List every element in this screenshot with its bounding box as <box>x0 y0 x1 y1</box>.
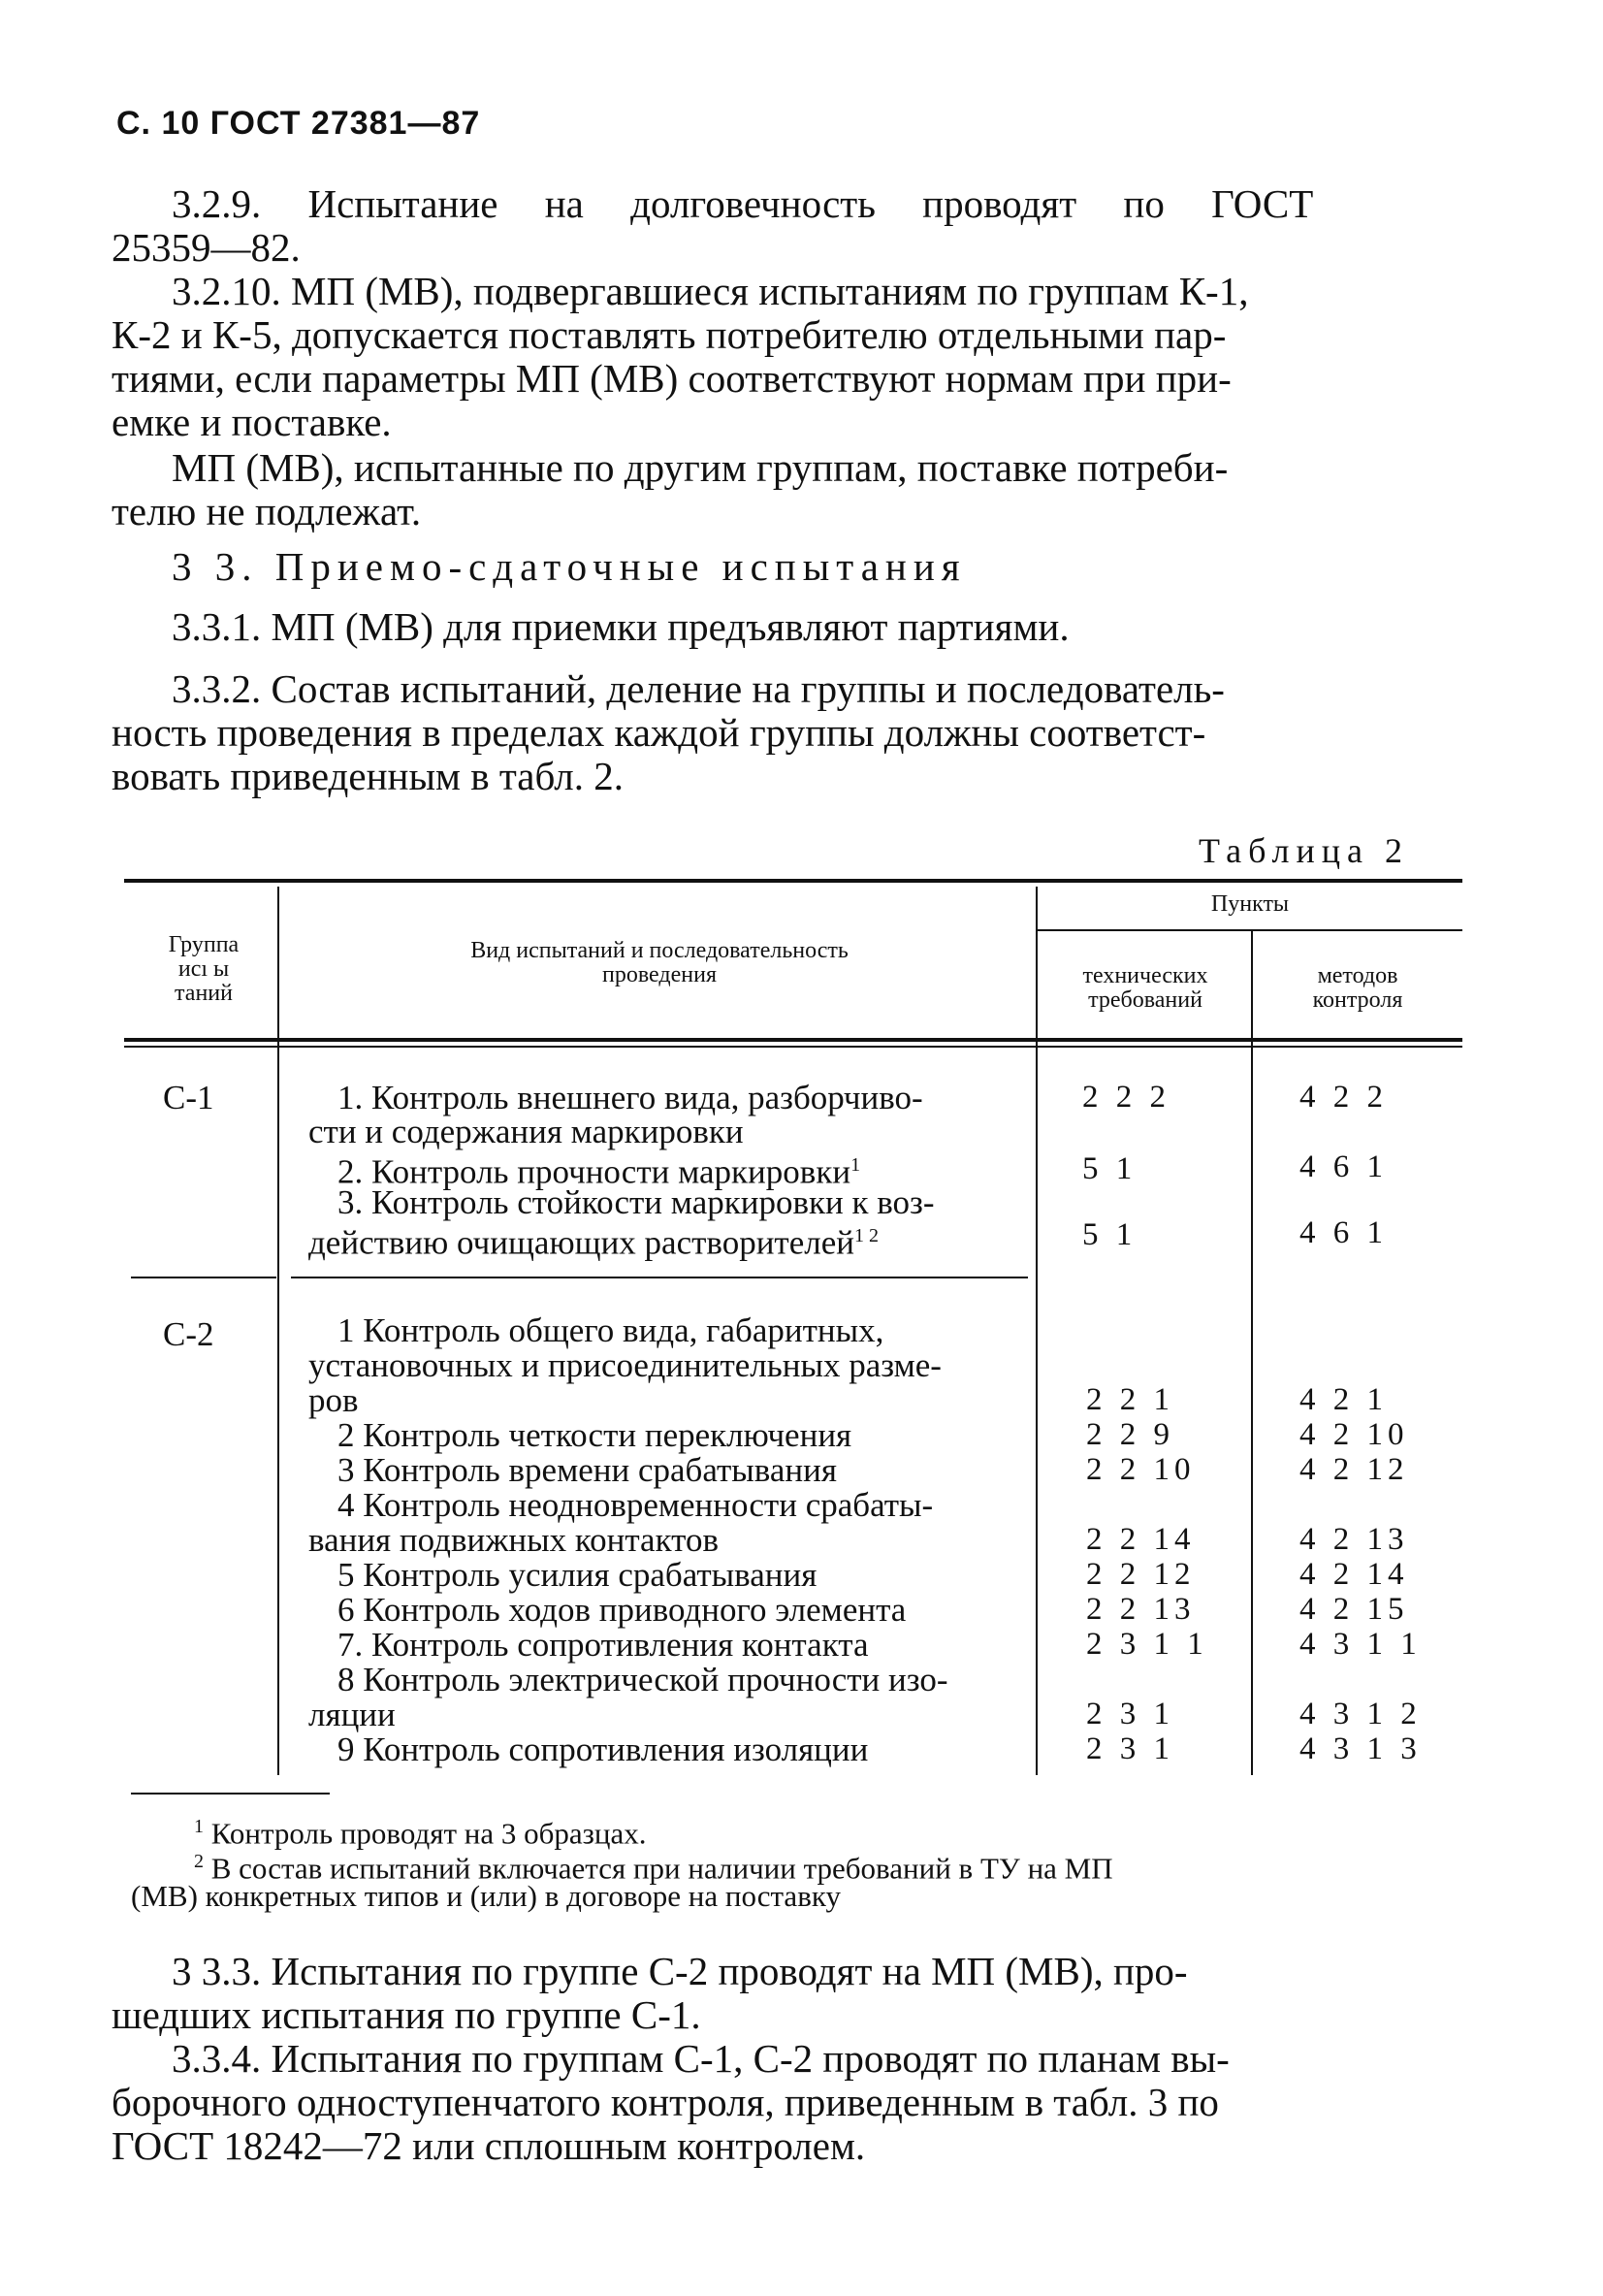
tech-ref: 2 2 1 <box>1086 1382 1174 1417</box>
text-line: МП (МВ), испытанные по другим группам, поставке потреби- <box>172 445 1229 490</box>
text-line: К-2 и К-5, допускается поставлять потребителю отдельными пар- <box>112 312 1227 357</box>
header-methods <box>1253 964 1462 1013</box>
text-line: телю не подлежат. <box>112 489 422 534</box>
tech-ref: 2 3 1 1 <box>1086 1627 1208 1662</box>
text-line: 3.3.4. Испытания по группам С-1, С-2 проводят по планам вы- <box>172 2036 1230 2081</box>
method-ref: 4 2 10 <box>1299 1417 1409 1452</box>
header-text: технических <box>1082 963 1208 988</box>
table-row: 3. Контроль стойкости маркировки к воз- <box>337 1183 935 1221</box>
table-vline-2 <box>1036 887 1038 1775</box>
paragraph-3-3-4 <box>112 2037 1464 2168</box>
header-text: Вид испытаний и последовательность <box>470 938 849 963</box>
text-line: вовать приведенным в табл. 2. <box>112 754 625 798</box>
tech-ref: 2 2 9 <box>1086 1417 1174 1452</box>
method-ref: 4 2 13 <box>1299 1522 1409 1557</box>
group-c2-label: С-2 <box>163 1315 214 1353</box>
text-line: 3.3.2. Состав испытаний, деление на группы и последователь- <box>172 666 1225 711</box>
tech-ref: 2 2 10 <box>1086 1452 1196 1487</box>
table-row-cont: сти и содержания маркировки <box>308 1113 744 1150</box>
paragraph-3-2-10-cont <box>112 446 1464 534</box>
text-line: шедших испытания по группе С-1. <box>112 1992 701 2037</box>
paragraph-3-2-10 <box>112 270 1464 444</box>
footnote-text: Контроль проводят на 3 образцах. <box>210 1816 647 1851</box>
table-row: 2 Контроль четкости переключения <box>337 1416 852 1454</box>
footnote-text: В состав испытаний включается при наличии требований в ТУ на МП <box>210 1851 1113 1886</box>
paragraph-3-3-1: 3.3.1. МП (МВ) для приемки предъявляют партиями. <box>172 604 1070 649</box>
method-ref: 4 3 1 3 <box>1299 1731 1422 1766</box>
header-text: Группа <box>168 932 240 957</box>
table-top-rule <box>124 879 1462 883</box>
paragraph-3-3-3 <box>112 1950 1464 2037</box>
table-row-cont: ров <box>308 1381 359 1419</box>
tech-ref: 2 2 14 <box>1086 1522 1196 1557</box>
table-row: 1. Контроль внешнего вида, разборчиво- <box>337 1079 923 1116</box>
header-text: методов <box>1317 963 1398 988</box>
table-row: 5 Контроль усилия срабатывания <box>337 1556 818 1594</box>
footnote-ref: 1 2 <box>854 1225 879 1246</box>
text-line: 3 3.3. Испытания по группе С-2 проводят на МП (МВ), про- <box>172 1949 1188 1993</box>
text-line: ГОСТ 18242—72 или сплошным контролем. <box>112 2123 866 2168</box>
table-caption: Таблица 2 <box>1199 831 1409 870</box>
table-vline-3 <box>1251 931 1253 1775</box>
table-row: 4 Контроль неодновременности срабаты- <box>337 1486 934 1524</box>
header-group <box>136 933 272 1006</box>
table-group-divider-2 <box>291 1277 1028 1278</box>
page-header: С. 10 ГОСТ 27381—87 <box>116 105 481 142</box>
row-text: 2. Контроль прочности маркировки <box>337 1152 851 1191</box>
method-ref: 4 6 1 <box>1299 1149 1388 1184</box>
footnote-ref: 1 <box>850 1154 861 1176</box>
tech-ref: 2 3 1 <box>1086 1731 1174 1766</box>
table-row: 7. Контроль сопротивления контакта <box>337 1626 869 1664</box>
tech-ref: 2 2 2 <box>1082 1080 1170 1115</box>
table-header-rule-2 <box>124 1046 1462 1048</box>
method-ref: 4 2 1 <box>1299 1382 1388 1417</box>
header-text: проведения <box>602 962 717 987</box>
tech-ref: 2 3 1 <box>1086 1697 1174 1731</box>
method-ref: 4 2 2 <box>1299 1080 1388 1115</box>
text-line: 3.2.10. МП (МВ), подвергавшиеся испытаниям по группам К-1, <box>172 269 1249 313</box>
table-row: 9 Контроль сопротивления изоляции <box>337 1730 869 1768</box>
table-vline-1 <box>277 887 279 1775</box>
table-group-divider <box>131 1277 276 1278</box>
header-text: контроля <box>1312 987 1403 1013</box>
header-text: таний <box>175 981 233 1006</box>
header-text: исı ы <box>177 956 230 982</box>
table-row-cont: ляции <box>308 1696 396 1733</box>
table-header-rule <box>124 1038 1462 1042</box>
header-points: Пункты <box>1210 891 1290 917</box>
header-kind <box>291 939 1028 987</box>
row-text: действию очищающих растворителей <box>308 1223 854 1262</box>
table-row: 8 Контроль электрической прочности изо- <box>337 1661 948 1698</box>
table-row-cont: установочных и присоединительных разме- <box>308 1346 942 1384</box>
tech-ref: 2 2 12 <box>1086 1557 1196 1592</box>
table-row: 3 Контроль времени срабатывания <box>337 1451 837 1489</box>
text-line: ность проведения в пределах каждой группы должны соответст- <box>112 710 1206 755</box>
text-line: борочного одноступенчатого контроля, приведенным в табл. 3 по <box>112 2080 1219 2124</box>
footnote-rule <box>131 1793 330 1795</box>
text-line: 25359—82. <box>112 225 301 270</box>
method-ref: 4 6 1 <box>1299 1215 1388 1250</box>
table-row-cont: вания подвижных контактов <box>308 1521 719 1559</box>
group-c1-label: С-1 <box>163 1079 214 1116</box>
section-heading-3-3: 3 3. Приемо-сдаточные испытания <box>172 544 967 589</box>
paragraph-3-2-9 <box>112 182 1464 270</box>
header-tech <box>1040 964 1251 1013</box>
method-ref: 4 3 1 1 <box>1299 1627 1422 1662</box>
text-line: тиями, если параметры МП (МВ) соответствуют нормам при при- <box>112 356 1232 401</box>
header-text: требований <box>1088 987 1202 1013</box>
method-ref: 4 2 12 <box>1299 1452 1409 1487</box>
table-row: 1 Контроль общего вида, габаритных, <box>337 1311 884 1349</box>
method-ref: 4 2 14 <box>1299 1557 1409 1592</box>
method-ref: 4 2 15 <box>1299 1592 1409 1627</box>
text-line: емке и поставке. <box>112 400 392 444</box>
paragraph-3-3-2 <box>112 667 1464 798</box>
tech-ref: 5 1 <box>1082 1217 1138 1252</box>
footnote-mark: 2 <box>194 1851 204 1872</box>
method-ref: 4 3 1 2 <box>1299 1697 1422 1731</box>
footnote-2-cont: (МВ) конкретных типов и (или) в договоре на поставку <box>131 1879 841 1913</box>
table-row: 6 Контроль ходов приводного элемента <box>337 1591 907 1629</box>
table-row-cont <box>308 1219 879 1260</box>
table-points-rule <box>1036 929 1462 931</box>
footnote-mark: 1 <box>194 1816 204 1837</box>
text-line: 3.2.9. Испытание на долговечность проводят по ГОСТ <box>172 181 1314 226</box>
tech-ref: 2 2 13 <box>1086 1592 1196 1627</box>
tech-ref: 5 1 <box>1082 1151 1138 1186</box>
